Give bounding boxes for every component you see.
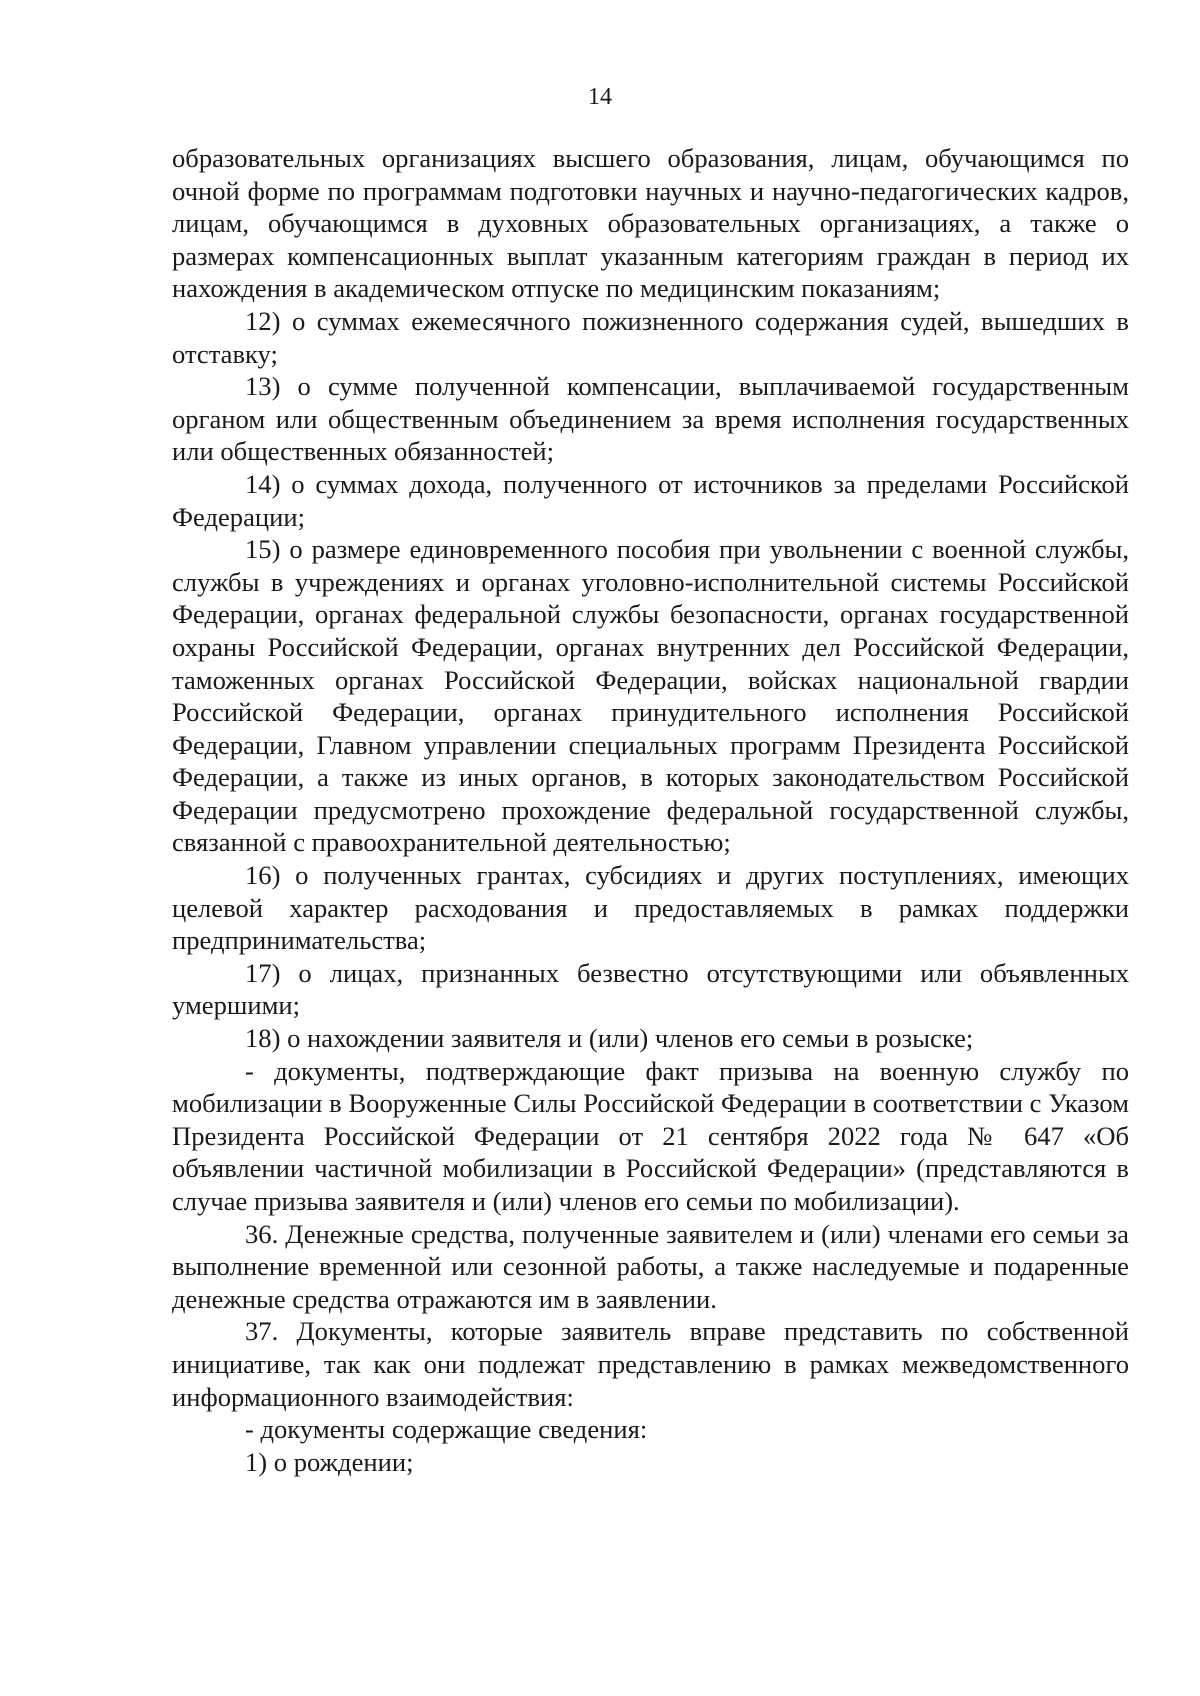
list-item-16: 16) о полученных грантах, субсидиях и других поступлениях, имеющих целевой характер расходования и предоставляемых в рамках поддержки предпринимательства; bbox=[172, 860, 1129, 956]
list-item-15: 15) о размере единовременного пособия при увольнении с военной службы, службы в учреждениях и органах уголовно-исполнительной системы Российской Федерации, органах федеральной службы безопасности, органах государственной охраны Российской Федерации, органах внутренних дел Российской Федерации, таможенных органах Российской Федерации, войсках национальной гвардии Российской Федерации, органах принудительного исполнения Российской Федерации, Главном управлении специальных программ Президента Российской Федерации, а также из иных органов, в которых законодательством Российской Федерации предусмотрено прохождение федеральной государственной службы, связанной с правоохранительной деятельностью; bbox=[172, 534, 1129, 858]
page-number: 14 bbox=[588, 84, 612, 110]
paragraph-continuation: образовательных организациях высшего образования, лицам, обучающимся по очной форме по программам подготовки научных и научно-педагогических кадров, лицам, обучающимся в духовных образовательных организациях, а также о размерах компенсационных выплат указанным категориям граждан в период их нахождения в академическом отпуске по медицинским показаниям; bbox=[172, 143, 1129, 304]
list-item-12: 12) о суммах ежемесячного пожизненного содержания судей, вышедших в отставку; bbox=[172, 305, 1129, 369]
list-item-17: 17) о лицах, признанных безвестно отсутствующими или объявленных умершими; bbox=[172, 957, 1129, 1021]
list-item-mobilization-documents: - документы, подтверждающие факт призыва на военную службу по мобилизации в Вооруженные Силы Российской Федерации в соответствии с Указом Президента Российской Федерации от 21 сентября 2022 года № 647 «Об объявлении частичной мобилизации в Российской Федерации» (представляются в случае призыва заявителя и (или) членов его семьи по мобилизации). bbox=[172, 1055, 1129, 1216]
list-item-1-birth: 1) о рождении; bbox=[245, 1446, 414, 1477]
clause-37: 37. Документы, которые заявитель вправе представить по собственной инициативе, так как они подлежат представлению в рамках межведомственного информационного взаимодействия: bbox=[172, 1316, 1129, 1412]
clause-36: 36. Денежные средства, полученные заявителем и (или) членами его семьи за выполнение временной или сезонной работы, а также наследуемые и подаренные денежные средства отражаются им в заявлении. bbox=[172, 1218, 1129, 1314]
list-item-14: 14) о суммах дохода, полученного от источников за пределами Российской Федерации; bbox=[172, 468, 1129, 532]
list-item-documents-info: - документы содержащие сведения: bbox=[245, 1414, 648, 1445]
document-body bbox=[172, 142, 1129, 1478]
list-item-18: 18) о нахождении заявителя и (или) членов его семьи в розыске; bbox=[245, 1023, 974, 1054]
list-item-13: 13) о сумме полученной компенсации, выплачиваемой государственным органом или общественным объединением за время исполнения государственных или общественных обязанностей; bbox=[172, 371, 1129, 467]
